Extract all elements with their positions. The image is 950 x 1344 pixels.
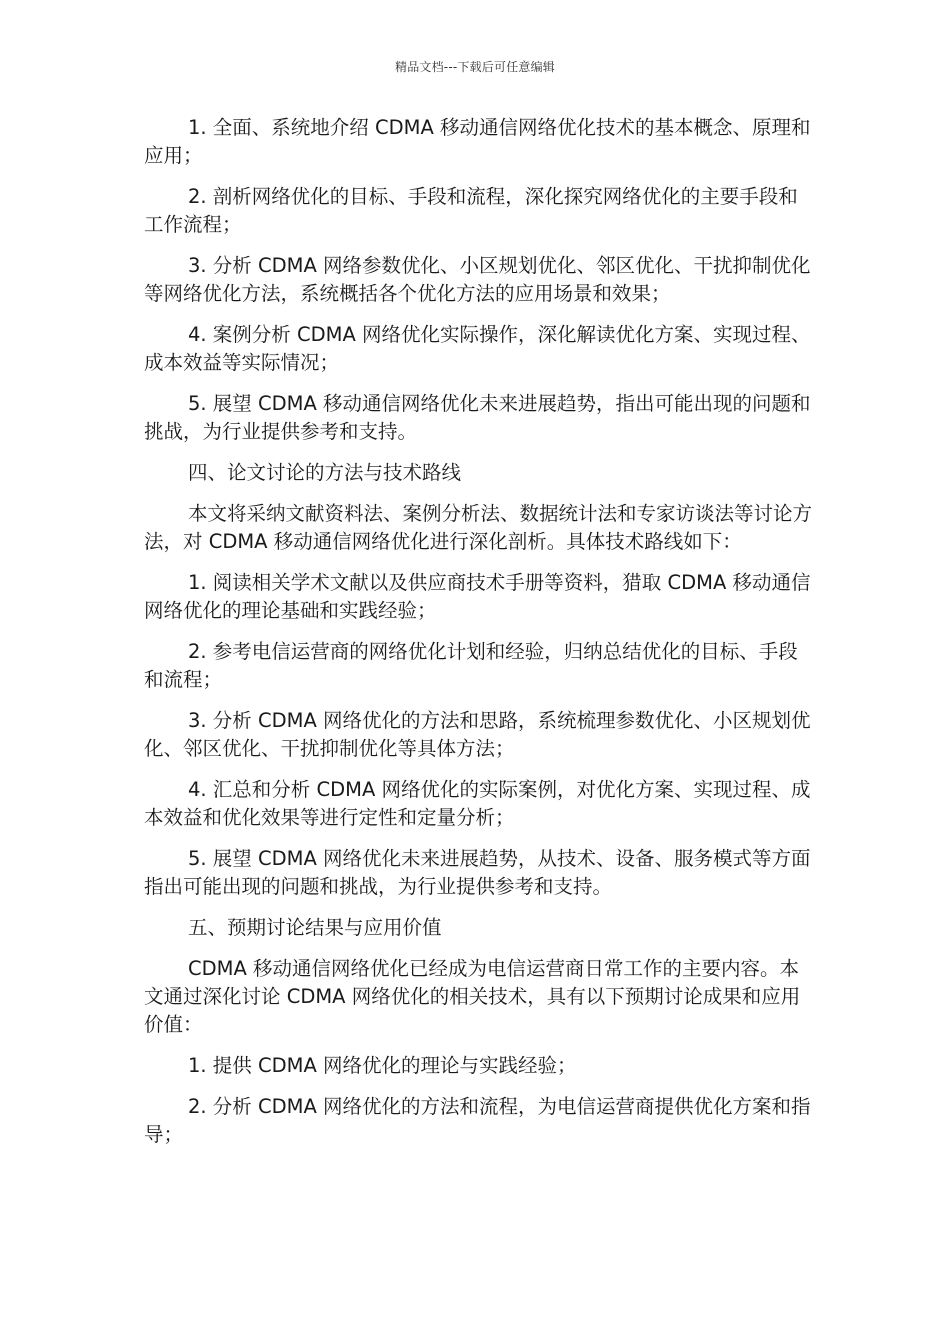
- body-paragraph: CDMA 移动通信网络优化已经成为电信运营商日常工作的主要内容。本文通过深化讨论 CDMA 网络优化的相关技术，具有以下预期讨论成果和应用价值：: [144, 957, 801, 1036]
- list-item: 3. 分析 CDMA 网络参数优化、小区规划优化、邻区优化、干扰抑制优化等网络优化方法，系统概括各个优化方法的应用场景和效果；: [144, 254, 811, 305]
- list-item: 3. 分析 CDMA 网络优化的方法和思路，系统梳理参数优化、小区规划优化、邻区优化、干扰抑制优化等具体方法；: [144, 709, 811, 760]
- list-item: 1. 全面、系统地介绍 CDMA 移动通信网络优化技术的基本概念、原理和应用；: [144, 116, 811, 167]
- list-item: 2. 分析 CDMA 网络优化的方法和流程，为电信运营商提供优化方案和指导；: [144, 1095, 811, 1146]
- document-body: [144, 114, 814, 1162]
- list-item: 5. 展望 CDMA 网络优化未来进展趋势，从技术、设备、服务模式等方面指出可能出现的问题和挑战，为行业提供参考和支持。: [144, 847, 811, 898]
- list-item: 1. 提供 CDMA 网络优化的理论与实践经验；: [188, 1054, 577, 1077]
- body-paragraph: 本文将采纳文献资料法、案例分析法、数据统计法和专家访谈法等讨论方法，对 CDMA 移动通信网络优化进行深化剖析。具体技术路线如下：: [144, 502, 813, 553]
- section-heading: 五、预期讨论结果与应用价值: [188, 916, 442, 939]
- list-item: 4. 汇总和分析 CDMA 网络优化的实际案例，对优化方案、实现过程、成本效益和优化效果等进行定性和定量分析；: [144, 778, 811, 829]
- page-header: 精品文档---下载后可任意编辑: [395, 60, 555, 74]
- section-heading: 四、论文讨论的方法与技术路线: [188, 461, 462, 484]
- list-item: 5. 展望 CDMA 移动通信网络优化未来进展趋势，指出可能出现的问题和挑战，为行业提供参考和支持。: [144, 392, 811, 443]
- list-item: 4. 案例分析 CDMA 网络优化实际操作，深化解读优化方案、实现过程、成本效益等实际情况；: [144, 323, 811, 374]
- list-item: 2. 参考电信运营商的网络优化计划和经验，归纳总结优化的目标、手段和流程；: [144, 640, 798, 691]
- list-item: 2. 剖析网络优化的目标、手段和流程，深化探究网络优化的主要手段和工作流程；: [144, 185, 798, 236]
- list-item: 1. 阅读相关学术文献以及供应商技术手册等资料，猎取 CDMA 移动通信网络优化的理论基础和实践经验；: [144, 571, 811, 622]
